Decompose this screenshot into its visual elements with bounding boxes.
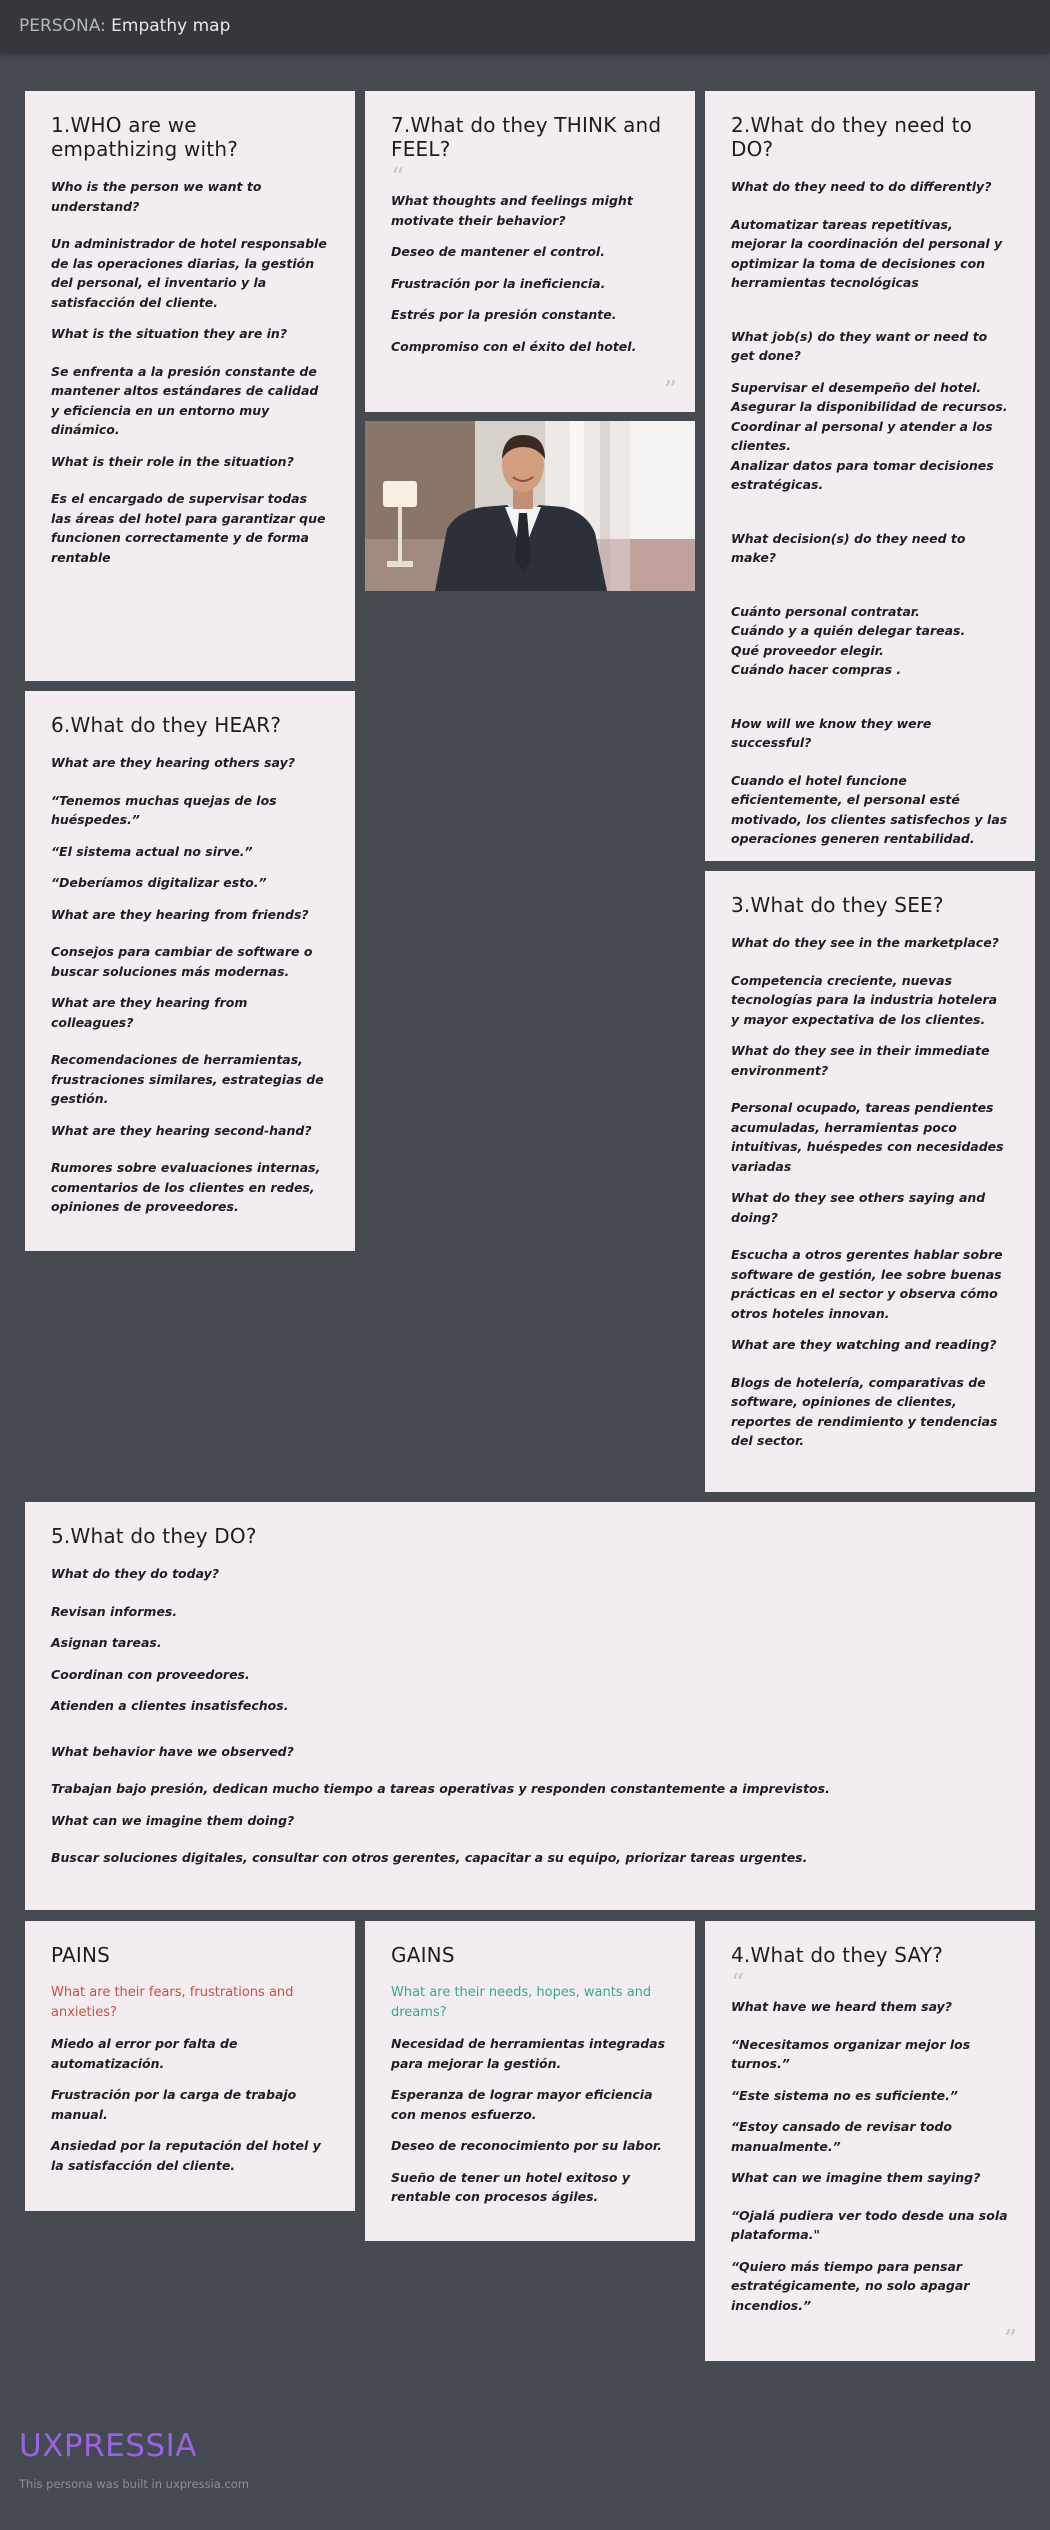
card-do [25, 1502, 1035, 1910]
answer: Escucha a otros gerentes hablar sobre software de gestión, lee sobre buenas prácticas en el sector y observa cómo otros hoteles innovan. [731, 1247, 1003, 1321]
question: What are they hearing second-hand? [51, 1122, 312, 1138]
question: What do they see others saying and doing? [731, 1190, 986, 1225]
list-item: “Este sistema no es suficiente.” [731, 2087, 958, 2103]
answer: Automatizar tareas repetitivas, mejorar la coordinación del personal y optimizar la toma de decisiones con herramientas tecnológicas [731, 216, 1003, 290]
answer: Rumores sobre evaluaciones internas, comentarios de los clientes en redes, opiniones de proveedores. [51, 1160, 321, 1214]
answer: Blogs de hotelería, comparativas de software, opiniones de clientes, reportes de rendimiento y tendencias del sector. [731, 1374, 998, 1448]
answer: Recomendaciones de herramientas, frustraciones similares, estrategias de gestión. [51, 1052, 324, 1106]
question: What do they see in their immediate environment? [731, 1043, 990, 1078]
answer: Un administrador de hotel responsable de las operaciones diarias, la gestión del personal, el inventario y la satisfacción del cliente. [51, 236, 327, 310]
list-item: Deseo de mantener el control. [391, 244, 605, 259]
list-item: Asignan tareas. [51, 1635, 162, 1650]
question: What is their role in the situation? [51, 453, 294, 469]
question: What can we imagine them doing? [51, 1812, 295, 1828]
question: How will we know they were successful? [731, 715, 932, 750]
card-title: 6.What do they HEAR? [51, 713, 282, 737]
question: What thoughts and feelings might motivate their behavior? [391, 193, 633, 228]
footer-note: This persona was built in uxpressia.com [19, 2477, 250, 2491]
card-title: 2.What do they need to DO? [731, 113, 973, 161]
top-bar [0, 0, 1050, 52]
question: What is the situation they are in? [51, 326, 288, 341]
answer: Supervisar el desempeño del hotel. Asegurar la disponibilidad de recursos. Coordinar al personal y atender a los clientes. Analizar datos para tomar decisiones estratégicas. [731, 379, 1008, 492]
list-item: “Necesitamos organizar mejor los turnos.” [731, 2036, 971, 2071]
question: Who is the person we want to understand? [51, 179, 262, 214]
card-title: 3.What do they SEE? [731, 893, 944, 917]
card-hear [25, 691, 355, 1251]
question: What do they do today? [51, 1566, 220, 1581]
card-see [705, 871, 1035, 1492]
card-gains [365, 1921, 695, 2241]
answer: Consejos para cambiar de software o buscar soluciones más modernas. [51, 944, 313, 979]
quote-open-icon: “ [391, 163, 405, 193]
card-need-to-do [705, 91, 1035, 861]
quote-open-icon: “ [731, 1969, 745, 1999]
answer: Es el encargado de supervisar todas las áreas del hotel para garantizar que funcionen correctamente y de forma rentable [51, 491, 326, 565]
list-item: Atienden a clientes insatisfechos. [51, 1698, 289, 1713]
list-item: Ansiedad por la reputación del hotel y la satisfacción del cliente. [51, 2138, 321, 2173]
question: What have we heard them say? [731, 1999, 953, 2014]
question: What are they watching and reading? [731, 1337, 997, 1352]
list-item: Esperanza de lograr mayor eficiencia con menos esfuerzo. [391, 2087, 653, 2122]
question: What can we imagine them saying? [731, 2170, 981, 2185]
question: What are they hearing others say? [51, 755, 295, 770]
list-item: “Tenemos muchas quejas de los huéspedes.” [51, 792, 277, 827]
persona-photo-image [365, 421, 695, 591]
uxpressia-logo[interactable]: UXPRESSIA [19, 2428, 197, 2464]
card-title: 4.What do they SAY? [731, 1943, 944, 1967]
question: What are they hearing from colleagues? [51, 995, 248, 1030]
card-title: 7.What do they THINK and FEEL? [391, 113, 662, 161]
answer: Cuando el hotel funcione eficientemente, el personal esté motivado, los clientes satisfechos y las operaciones generen rentabilidad. [731, 772, 1008, 846]
list-item: “El sistema actual no sirve.” [51, 843, 253, 859]
answer: Competencia creciente, nuevas tecnologías para la industria hotelera y mayor expectativa de los clientes. [731, 972, 998, 1027]
list-item: “Estoy cansado de revisar todo manualmente.” [731, 2119, 952, 2154]
answer: Buscar soluciones digitales, consultar con otros gerentes, capacitar a su equipo, priorizar tareas urgentes. [51, 1850, 808, 1865]
answer: Trabajan bajo presión, dedican mucho tiempo a tareas operativas y responden constantemente a imprevistos. [51, 1781, 830, 1796]
list-item: Frustración por la ineficiencia. [391, 275, 606, 291]
card-think-feel [365, 91, 695, 412]
list-item: Deseo de reconocimiento por su labor. [391, 2138, 663, 2153]
card-pains [25, 1921, 355, 2211]
list-item: Frustración por la carga de trabajo manual. [51, 2087, 297, 2122]
list-item: “Ojalá pudiera ver todo desde una sola plataforma." [731, 2207, 1008, 2242]
card-title: 1.WHO are we empathizing with? [51, 113, 239, 161]
list-item: “Quiero más tiempo para pensar estratégicamente, no solo apagar incendios.” [731, 2258, 970, 2313]
question: What are their fears, frustrations and anxieties? [51, 1985, 294, 2020]
question: What behavior have we observed? [51, 1743, 294, 1759]
list-item: Miedo al error por falta de automatización. [51, 2036, 238, 2071]
persona-photo [365, 421, 695, 591]
question: What do they need to do differently? [731, 179, 992, 194]
question: What do they see in the marketplace? [731, 935, 999, 950]
answer: Cuánto personal contratar. Cuándo y a quién delegar tareas. Qué proveedor elegir. Cuándo hacer compras . [731, 603, 966, 677]
list-item: Estrés por la presión constante. [391, 307, 617, 322]
question: What job(s) do they want or need to get done? [731, 328, 988, 363]
quote-close-icon: ” [1003, 2325, 1017, 2355]
question: What decision(s) do they need to make? [731, 530, 966, 565]
card-say [705, 1921, 1035, 2361]
list-item: Necesidad de herramientas integradas para mejorar la gestión. [391, 2036, 666, 2071]
list-item: Coordinan con proveedores. [51, 1666, 250, 1682]
card-title: 5.What do they DO? [51, 1524, 257, 1548]
list-item: Revisan informes. [51, 1603, 178, 1619]
card-title: PAINS [51, 1943, 111, 1967]
answer: Se enfrenta a la presión constante de mantener altos estándares de calidad y eficiencia en un entorno muy dinámico. [51, 363, 319, 437]
question: What are they hearing from friends? [51, 906, 309, 922]
list-item: “Deberíamos digitalizar esto.” [51, 875, 267, 890]
persona-prefix: PERSONA: [19, 16, 106, 36]
answer: Personal ocupado, tareas pendientes acumuladas, herramientas poco intuitivas, huéspedes con necesidades variadas [731, 1100, 1004, 1174]
list-item: Compromiso con el éxito del hotel. [391, 338, 637, 354]
page-title: Empathy map [111, 16, 231, 36]
list-item: Sueño de tener un hotel exitoso y rentable con procesos ágiles. [391, 2169, 630, 2204]
card-title: GAINS [391, 1943, 455, 1967]
question: What are their needs, hopes, wants and dreams? [391, 1985, 652, 2020]
quote-close-icon: ” [663, 376, 677, 406]
card-who [25, 91, 355, 681]
